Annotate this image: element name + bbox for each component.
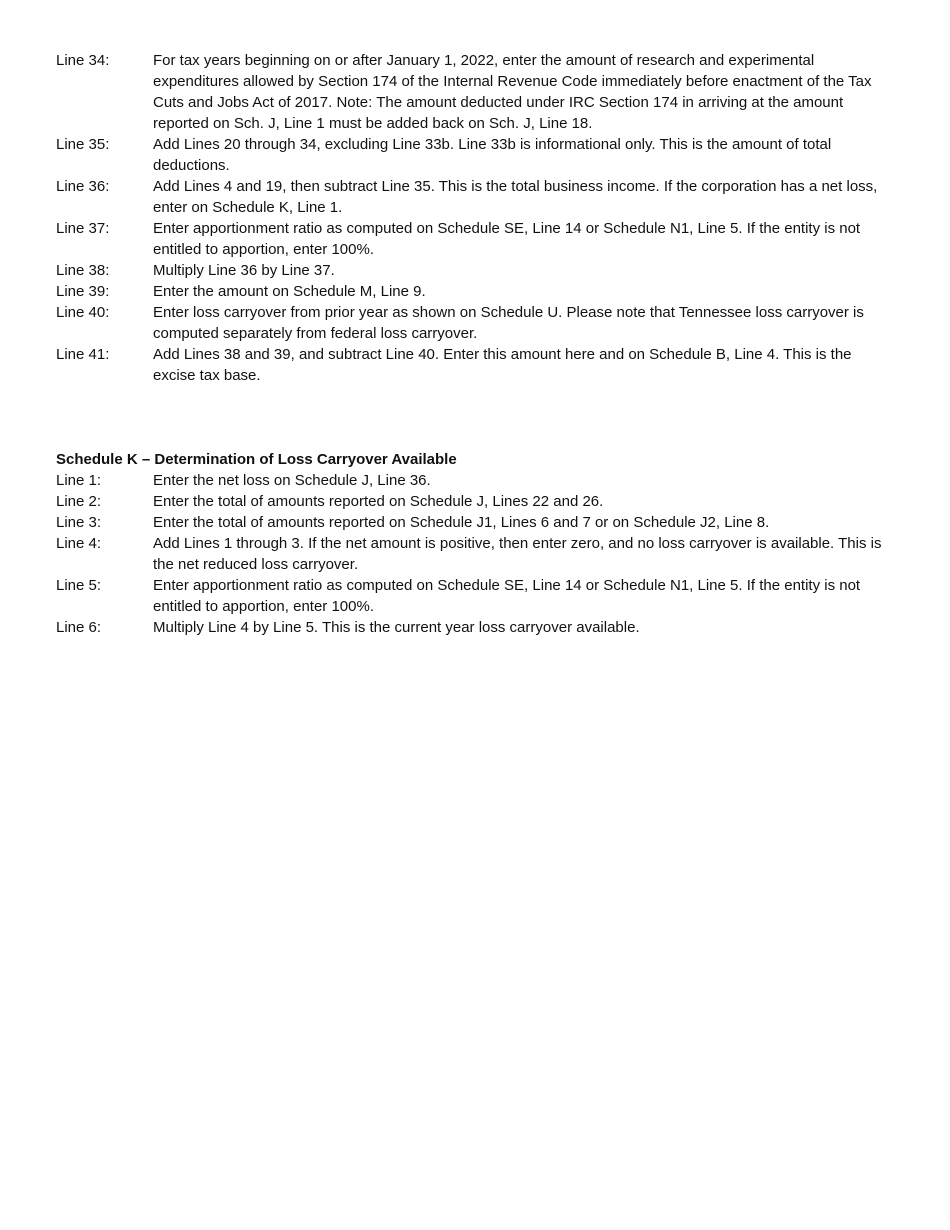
instruction-row-line-41 <box>56 344 896 386</box>
line-instruction: Enter loss carryover from prior year as shown on Schedule U. Please note that Tennessee loss carryover is computed separately from federal loss carryover. <box>153 304 864 342</box>
schedule-j-continued-section <box>56 50 896 386</box>
line-instruction: Enter the total of amounts reported on Schedule J1, Lines 6 and 7 or on Schedule J2, Line 8. <box>153 514 770 531</box>
instruction-row-line-4 <box>56 533 896 575</box>
line-instruction: Add Lines 38 and 39, and subtract Line 40. Enter this amount here and on Schedule B, Line 4. This is the excise tax base. <box>153 346 852 384</box>
line-instruction: Add Lines 20 through 34, excluding Line 33b. Line 33b is informational only. This is the amount of total deductions. <box>153 136 832 174</box>
line-instruction: Add Lines 1 through 3. If the net amount is positive, then enter zero, and no loss carryover is available. This is the net reduced loss carryover. <box>153 535 882 573</box>
instruction-row-line-2 <box>56 491 896 512</box>
instruction-row-line-36 <box>56 176 896 218</box>
instruction-row-line-3 <box>56 512 896 533</box>
line-instruction: Multiply Line 4 by Line 5. This is the current year loss carryover available. <box>153 619 640 636</box>
instruction-row-line-35 <box>56 134 896 176</box>
instruction-row-line-6 <box>56 617 896 638</box>
line-label: Line 40: <box>56 304 110 321</box>
line-instruction: Enter apportionment ratio as computed on Schedule SE, Line 14 or Schedule N1, Line 5. If the entity is not entitled to apportion, enter 100%. <box>153 220 861 258</box>
line-label: Line 2: <box>56 493 102 510</box>
line-instruction: Enter the net loss on Schedule J, Line 36. <box>153 472 431 489</box>
document-page <box>56 50 896 638</box>
instruction-row-line-5 <box>56 575 896 617</box>
instruction-row-line-37 <box>56 218 896 260</box>
instruction-row-line-38 <box>56 260 896 281</box>
line-instruction: Enter the total of amounts reported on Schedule J, Lines 22 and 26. <box>153 493 604 510</box>
schedule-k-section <box>56 449 896 638</box>
line-instruction: Multiply Line 36 by Line 37. <box>153 262 335 279</box>
line-label: Line 38: <box>56 262 110 279</box>
line-label: Line 34: <box>56 52 110 69</box>
line-label: Line 41: <box>56 346 110 363</box>
line-label: Line 4: <box>56 535 102 552</box>
instruction-row-line-34 <box>56 50 896 134</box>
line-label: Line 6: <box>56 619 102 636</box>
line-label: Line 3: <box>56 514 102 531</box>
line-instruction: Enter the amount on Schedule M, Line 9. <box>153 283 426 300</box>
instruction-row-line-1 <box>56 470 896 491</box>
line-label: Line 39: <box>56 283 110 300</box>
line-instruction: Enter apportionment ratio as computed on Schedule SE, Line 14 or Schedule N1, Line 5. If the entity is not entitled to apportion, enter 100%. <box>153 577 861 615</box>
line-instruction: For tax years beginning on or after January 1, 2022, enter the amount of research and experimental expenditures allowed by Section 174 of the Internal Revenue Code immediately before enactment of the Tax Cuts and Jobs Act of 2017. Note: The amount deducted under IRC Section 174 in arriving at the amount reported on Sch. J, Line 1 must be added back on Sch. J, Line 18. <box>153 52 872 132</box>
line-label: Line 36: <box>56 178 110 195</box>
line-label: Line 35: <box>56 136 110 153</box>
line-label: Line 37: <box>56 220 110 237</box>
line-instruction: Add Lines 4 and 19, then subtract Line 35. This is the total business income. If the corporation has a net loss, enter on Schedule K, Line 1. <box>153 178 878 216</box>
line-label: Line 1: <box>56 472 102 489</box>
instruction-row-line-40 <box>56 302 896 344</box>
line-label: Line 5: <box>56 577 102 594</box>
schedule-k-heading: Schedule K – Determination of Loss Carryover Available <box>56 451 457 468</box>
instruction-row-line-39 <box>56 281 896 302</box>
